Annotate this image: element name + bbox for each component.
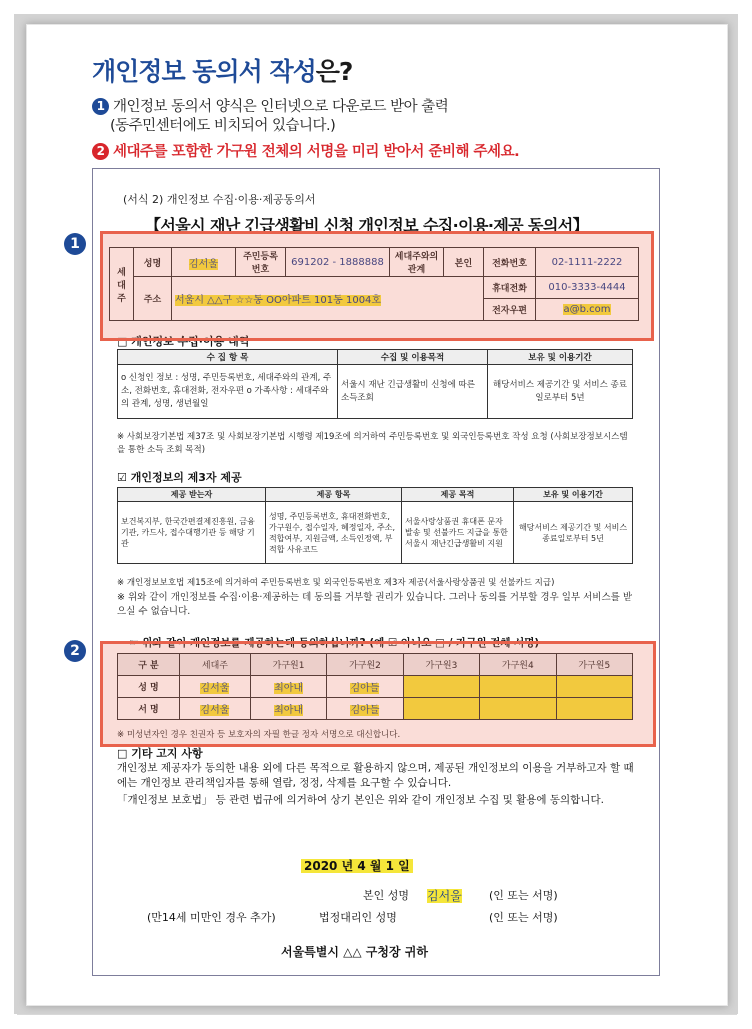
signer-label: 본인 성명 — [363, 889, 410, 902]
third-header-period: 보유 및 이용기간 — [514, 488, 633, 502]
row-name-label: 성 명 — [118, 676, 180, 698]
family-header: 가구원1 — [250, 654, 326, 676]
collect-note: ※ 사회보장기본법 제37조 및 사회보장기본법 시행령 제19조에 의거하여 주민등록번호 및 외국인등록번호 작성 요청 (사회보장정보시스템을 통한 소득 조회 목적) — [117, 432, 628, 455]
other-notice-title: □ 기타 고지 사항 — [117, 747, 203, 760]
bullet-1-number: 1 — [92, 98, 109, 115]
form-footer: 서울특별시 △△ 구청장 귀하 — [281, 945, 428, 959]
signer-seal: (인 또는 서명) — [489, 889, 558, 902]
family-header: 가구원5 — [556, 654, 632, 676]
relation-value: 본인 — [444, 248, 484, 277]
mobile-value: 010-3333-4444 — [536, 277, 639, 299]
third-items: 성명, 주민등록번호, 휴대전화번호, 가구원수, 접수일자, 혜정일자, 주소, 적합여부, 지원금액, 소득인정액, 부적합 사유코드 — [266, 502, 402, 564]
third-purpose: 서울사랑상품권 휴대폰 문자 발송 및 선불카드 지급을 통한 서울시 재난긴급생활비 지원 — [402, 502, 514, 564]
side-label: 세대주 — [110, 248, 134, 321]
family-header: 구 분 — [118, 654, 180, 676]
phone-value: 02-1111-2222 — [536, 248, 639, 277]
signer-value: 김서울 — [427, 889, 462, 903]
third-note-2: ※ 위와 같이 개인정보를 수집·이용·제공하는 데 동의를 거부할 권리가 있습니다. 그러나 동의를 거부할 경우 일부 서비스를 받으실 수 없습니다. — [117, 592, 633, 617]
third-party-section-title: ☑ 개인정보의 제3자 제공 — [117, 471, 242, 484]
other-notice-para-2: 「개인정보 보호법」 등 관련 법규에 의거하여 상기 본인은 위와 같이 개인정보 수집 및 활용에 동의합니다. — [117, 794, 604, 806]
collect-header-period: 보유 및 이용기간 — [488, 350, 633, 365]
collect-section-title: □ 개인정보 수집·이용 내역 — [117, 335, 250, 348]
third-note-1: ※ 개인정보보호법 제15조에 의거하여 주민등록번호 및 외국인등록번호 제3자 제공(서울사랑상품권 및 선불카드 지급) — [117, 578, 555, 588]
highlight-box-family-signatures — [100, 641, 656, 747]
family-sign-cell: 김서울 — [180, 698, 251, 720]
third-receiver: 보건복지부, 한국간편결제진흥원, 금융기관, 카드사, 접수대행기관 등 해당 기관 — [118, 502, 266, 564]
minor-note: (만14세 미만인 경우 추가) — [147, 911, 276, 924]
sign-date: 2020 년 4 월 1 일 — [301, 857, 413, 874]
page-border-left — [14, 14, 26, 1014]
third-party-table — [117, 487, 633, 564]
family-name-cell: 김서울 — [180, 676, 251, 698]
form-title: 【서울시 재난 긴급생활비 신청 개인정보 수집·이용·제공 동의서】 — [145, 216, 588, 235]
callout-2-badge: 2 — [64, 640, 86, 662]
name-label: 성명 — [134, 248, 172, 277]
form-label: (서식 2) 개인정보 수집·이용·제공동의서 — [123, 193, 316, 206]
phone-label: 전화번호 — [484, 248, 536, 277]
highlight-box-personal-info — [100, 231, 654, 341]
family-name-cell: 최아내 — [250, 676, 326, 698]
page-title: 개인정보 동의서 작성은? — [92, 57, 353, 86]
collect-table — [117, 349, 633, 419]
collect-period: 해당서비스 제공기간 및 서비스 종료일로부터 5년 — [488, 365, 633, 419]
minor-signature-note: ※ 미성년자인 경우 친권자 등 보호자의 자필 한글 정자 서명으로 대신합니다. — [117, 730, 401, 740]
family-sign-cell: 김아들 — [327, 698, 403, 720]
third-header-purpose: 제공 목적 — [402, 488, 514, 502]
third-header-items: 제공 항목 — [266, 488, 402, 502]
family-header: 가구원2 — [327, 654, 403, 676]
page-border-top — [14, 14, 738, 24]
rrn-label: 주민등록번호 — [236, 248, 286, 277]
family-header: 가구원4 — [480, 654, 556, 676]
family-header: 가구원3 — [403, 654, 479, 676]
callout-1-badge: 1 — [64, 233, 86, 255]
family-sign-cell: 최아내 — [250, 698, 326, 720]
legal-rep-label: 법정대리인 성명 — [319, 911, 397, 924]
bullet-2-number: 2 — [92, 143, 109, 160]
legal-rep-seal: (인 또는 서명) — [489, 911, 558, 924]
mobile-label: 휴대전화 — [484, 277, 536, 299]
row-sign-label: 서 명 — [118, 698, 180, 720]
rrn-value: 691202 - 1888888 — [286, 248, 390, 277]
collect-header-items: 수 집 항 목 — [118, 350, 338, 365]
bullet-1: 1 개인정보 동의서 양식은 인터넷으로 다운로드 받아 출력 — [92, 95, 448, 116]
email-label: 전자우편 — [484, 299, 536, 321]
address-label: 주소 — [134, 277, 172, 321]
family-name-cell: 김아들 — [327, 676, 403, 698]
bullet-2: 2 세대주를 포함한 가구원 전체의 서명을 미리 받아서 준비해 주세요. — [92, 140, 519, 161]
address-value: 서울시 △△구 ☆☆동 OO아파트 101동 1004호 — [172, 277, 484, 321]
consent-question: ☞ 위와 같이 개인정보를 제공하는데 동의하십니까? (예 ☑ 아니오 □ / 가구원 전체 서명) — [129, 637, 540, 649]
bullet-1-subline: (동주민센터에도 비치되어 있습니다.) — [110, 118, 336, 134]
name-value: 김서울 — [172, 248, 236, 277]
other-notice-para-1: 개인정보 제공자가 동의한 내용 외에 다른 목적으로 활용하지 않으며, 제공된 개인정보의 이용을 거부하고자 할 때에는 개인정보 관리책임자를 통해 열람, 정정, 삭제를 요구할 수 있습니다. — [117, 762, 634, 789]
email-value: a@b.com — [536, 299, 639, 321]
collect-purpose: 서울시 재난 긴급생활비 신청에 따른 소득조회 — [338, 365, 488, 419]
collect-items: o 신청인 정보 : 성명, 주민등록번호, 세대주와의 관계, 주소, 전화번호, 휴대전화, 전자우편 o 가족사항 : 세대주와의 관계, 성명, 생년월일 — [118, 365, 338, 419]
family-header: 세대주 — [180, 654, 251, 676]
relation-label: 세대주와의관계 — [390, 248, 444, 277]
third-header-receiver: 제공 받는자 — [118, 488, 266, 502]
third-period: 해당서비스 제공기간 및 서비스 종료일로부터 5년 — [514, 502, 633, 564]
collect-header-purpose: 수집 및 이용목적 — [338, 350, 488, 365]
